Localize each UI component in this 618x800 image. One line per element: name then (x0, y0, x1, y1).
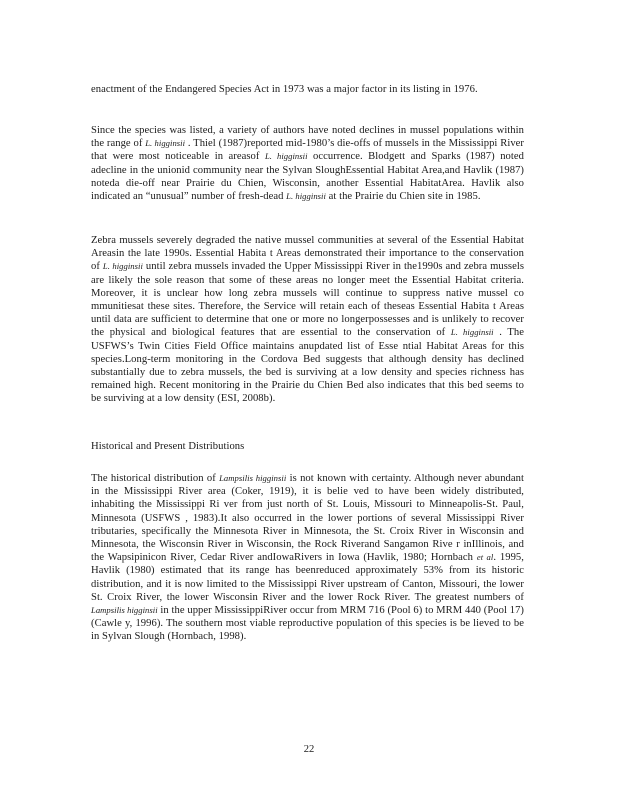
italic-species-name: et al (476, 552, 494, 563)
page-number: 22 (303, 744, 315, 755)
italic-species-name: Lampsilis higginsii (219, 473, 287, 483)
paragraph-2-text (91, 124, 524, 203)
italic-species-name: L. higginsii (264, 151, 308, 162)
text-run: Zebra mussels severely degraded the native mussel communities at several of the Essential Habitat Areasin the late 1990s. Essential Habita t Areas demonstrated their importance to the conservation of (91, 235, 524, 273)
section-heading-text: Historical and Present Distributions (91, 441, 245, 452)
paragraph-4 (91, 472, 524, 644)
italic-species-name: L. higginsii (102, 261, 143, 272)
text-run: is not known with certainty. Although never abundant in the Mississippi River area (Coker, 1919), it is belie ved to have been widely distributed, inhabiting the Mississippi Ri ver from just north of St. Louis, Missouri to Minneapolis-St. Paul, Minnesota (USFWS , 1983).It also occurred in the lower portions of several Mississippi River tributaries, specifically the Minnesota River in Minnesota, the St. Croix River in Wisconsin and Minnesota, the Wisconsin River in Wisconsin, the Rock Riverand Sangamon Rive r inIllinois, and the Wapsipinicon River, Cedar River andIowaRivers in Iowa (Havlik, 1980; Hornbach (91, 473, 524, 564)
italic-species-name: L. higginsii (450, 327, 494, 338)
paragraph-1-text: enactment of the Endangered Species Act in 1973 was a major factor in its listing in 1976. (91, 84, 478, 95)
paragraph-3-text (91, 234, 524, 406)
italic-species-name: L. higginsii (286, 191, 326, 202)
text-run: . Thiel (1987)reported mid-1980’s die-offs of mussels in the Mississippi River that were most noticeable in areasof (91, 138, 525, 163)
text-run: . 1995, Havlik (1980) estimated that its range has beenreduced approximately 53% from its historic distribution, and it is now limited to the Mississippi River upstream of Canton, Missouri, the lower St. Croix River, the lower Wisconsin River and the lower Rock River. The greatest numbers of (91, 552, 524, 603)
paragraph-4-text (91, 472, 524, 644)
paragraph-1 (91, 83, 524, 96)
text-run: until zebra mussels invaded the Upper Mississippi River in the1990s and zebra mussels are likely the sole reason that some of these areas no longer meet the Essential Habitat criteria. Moreover, it is unclear how long zebra mussels will continue to suppress native mussel co mmunitiesat these sites. Therefore, the Service will retain each of theseas Essential Habita t Areas until data are sufficient to determine that one or more no longerpossesses and is unlikely to recover the physical and biological features that are essential to the conservation of (91, 261, 525, 339)
text-run: at the Prairie du Chien site in 1985. (325, 191, 481, 203)
italic-species-name: L. higginsii (145, 138, 186, 149)
italic-species-name: Lampsilis higginsii (91, 605, 158, 616)
text-run: in the upper MississippiRiver occur from MRM 716 (Pool 6) to MRM 440 (Pool 17) (Cawle y, 1996). The southern most viable reproductive population of this species is be lieved to be in Sylvan Slough (Hornbach, 1998). (91, 605, 524, 643)
paragraph-3 (91, 234, 524, 406)
text-run: Since the species was listed, a variety of authors have noted declines in mussel populations within the range of (91, 125, 524, 150)
section-heading (91, 440, 524, 453)
text-run: The historical distribution of (91, 473, 220, 484)
text-run: occurrence. Blodgett and Sparks (1987) noted adecline in the unionid community near the Sylvan SloughEssential Habitat Area,and Havlik (1987) noteda die-off near Prairie du Chien, Wisconsin, another Essential HabitatArea. Havlik also indicated an “unusual” number of fresh-dead (91, 151, 524, 203)
paragraph-2 (91, 124, 524, 203)
text-run: . The USFWS’s Twin Cities Field Office maintains anupdated list of Esse ntial Habitat Areas for this species.Long-term monitoring in the Cordova Bed suggests that although density has declined substantially due to zebra mussels, the bed is surviving at a low density and species richness has remained high. Recent monitoring in the Prairie du Chien Bed also indicates that this bed seems to be surviving at a low density (ESI, 2008b). (91, 327, 524, 405)
